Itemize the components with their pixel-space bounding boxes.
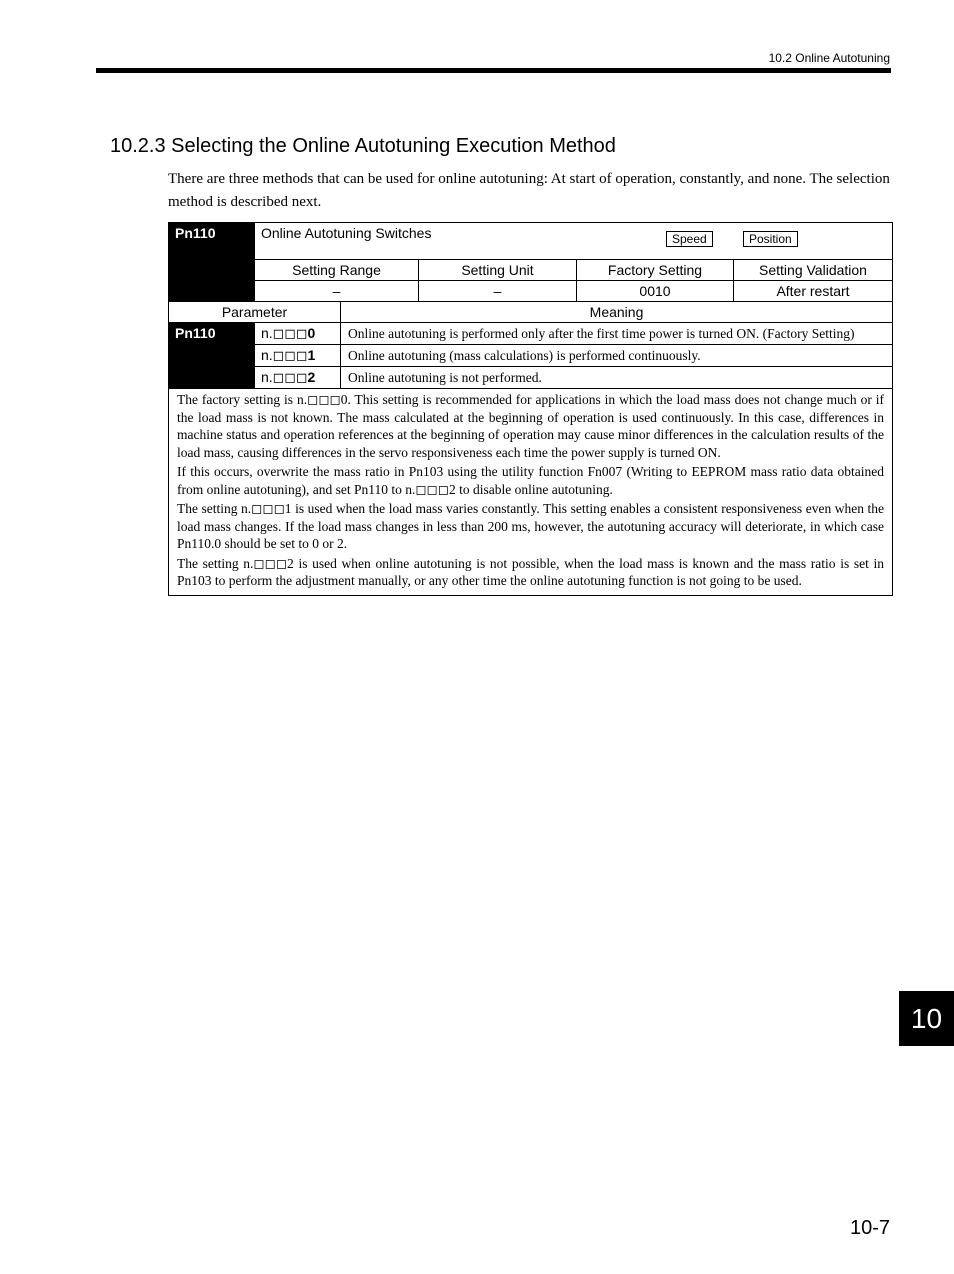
section-title: 10.2.3 Selecting the Online Autotuning Execution Method xyxy=(110,135,616,157)
notes-cell xyxy=(169,389,893,596)
val-setting-unit: – xyxy=(419,281,577,302)
page-number: 10-7 xyxy=(849,1217,890,1239)
note-paragraph: The setting n.◻◻◻2 is used when online autotuning is not possible, when the load mass is known and the mass ratio is set in Pn103 to perform the adjustment manually, or any other time the online autotuning function is not going to be used. xyxy=(177,555,885,588)
parameter-table xyxy=(168,222,893,596)
setting-code: n.◻◻◻1 xyxy=(255,345,341,367)
col-setting-validation: Setting Validation xyxy=(734,260,893,281)
chapter-tab: 10 xyxy=(899,991,954,1046)
subheader-parameter: Parameter xyxy=(169,302,341,323)
setting-meaning: Online autotuning is not performed. xyxy=(341,367,893,389)
val-factory-setting: 0010 xyxy=(577,281,734,302)
setting-code: n.◻◻◻0 xyxy=(255,323,341,345)
val-setting-range: – xyxy=(255,281,419,302)
setting-meaning: Online autotuning (mass calculations) is performed continuously. xyxy=(341,345,893,367)
note-paragraph: If this occurs, overwrite the mass ratio in Pn103 using the utility function Fn007 (Writing to EEPROM mass ratio data obtained from online autotuning), and set Pn110 to n.◻◻◻2 to disable online autotuning. xyxy=(177,464,885,497)
col-setting-unit: Setting Unit xyxy=(419,260,577,281)
running-header: 10.2 Online Autotuning xyxy=(768,51,890,65)
intro-paragraph: There are three methods that can be used for online autotuning: At start of operation, constantly, and none. The selection method is described next. xyxy=(168,171,890,210)
speed-tag: Speed xyxy=(666,231,713,247)
setting-meaning: Online autotuning is performed only after the first time power is turned ON. (Factory Setting) xyxy=(341,323,893,345)
note-paragraph: The setting n.◻◻◻1 is used when the load mass varies constantly. This setting enables a consistent responsiveness even when the load mass changes. If the load mass changes in less than 200 ms, however, the autotuning accuracy will deteriorate, in which case Pn110.0 should be set to 0 or 2. xyxy=(177,501,885,551)
param-number: Pn110 xyxy=(169,223,255,302)
position-tag: Position xyxy=(743,231,798,247)
col-setting-range: Setting Range xyxy=(255,260,419,281)
param-name: Online Autotuning Switches xyxy=(261,225,432,241)
header-rule xyxy=(96,68,891,73)
setting-code: n.◻◻◻2 xyxy=(255,367,341,389)
val-setting-validation: After restart xyxy=(734,281,893,302)
param-number-lower: Pn110 xyxy=(169,323,255,389)
col-factory-setting: Factory Setting xyxy=(577,260,734,281)
subheader-meaning: Meaning xyxy=(341,302,893,323)
param-title-cell xyxy=(255,223,893,260)
note-paragraph: The factory setting is n.◻◻◻0. This setting is recommended for applications in which the load mass does not change much or if the load mass is not known. The mass calculated at the beginning of operation is used continuously. In this case, differences in machine status and operation references at the beginning of operation may cause minor differences in the calculation results of the load mass, causing differences in the servo responsiveness each time the power supply is turned ON. xyxy=(177,392,885,460)
